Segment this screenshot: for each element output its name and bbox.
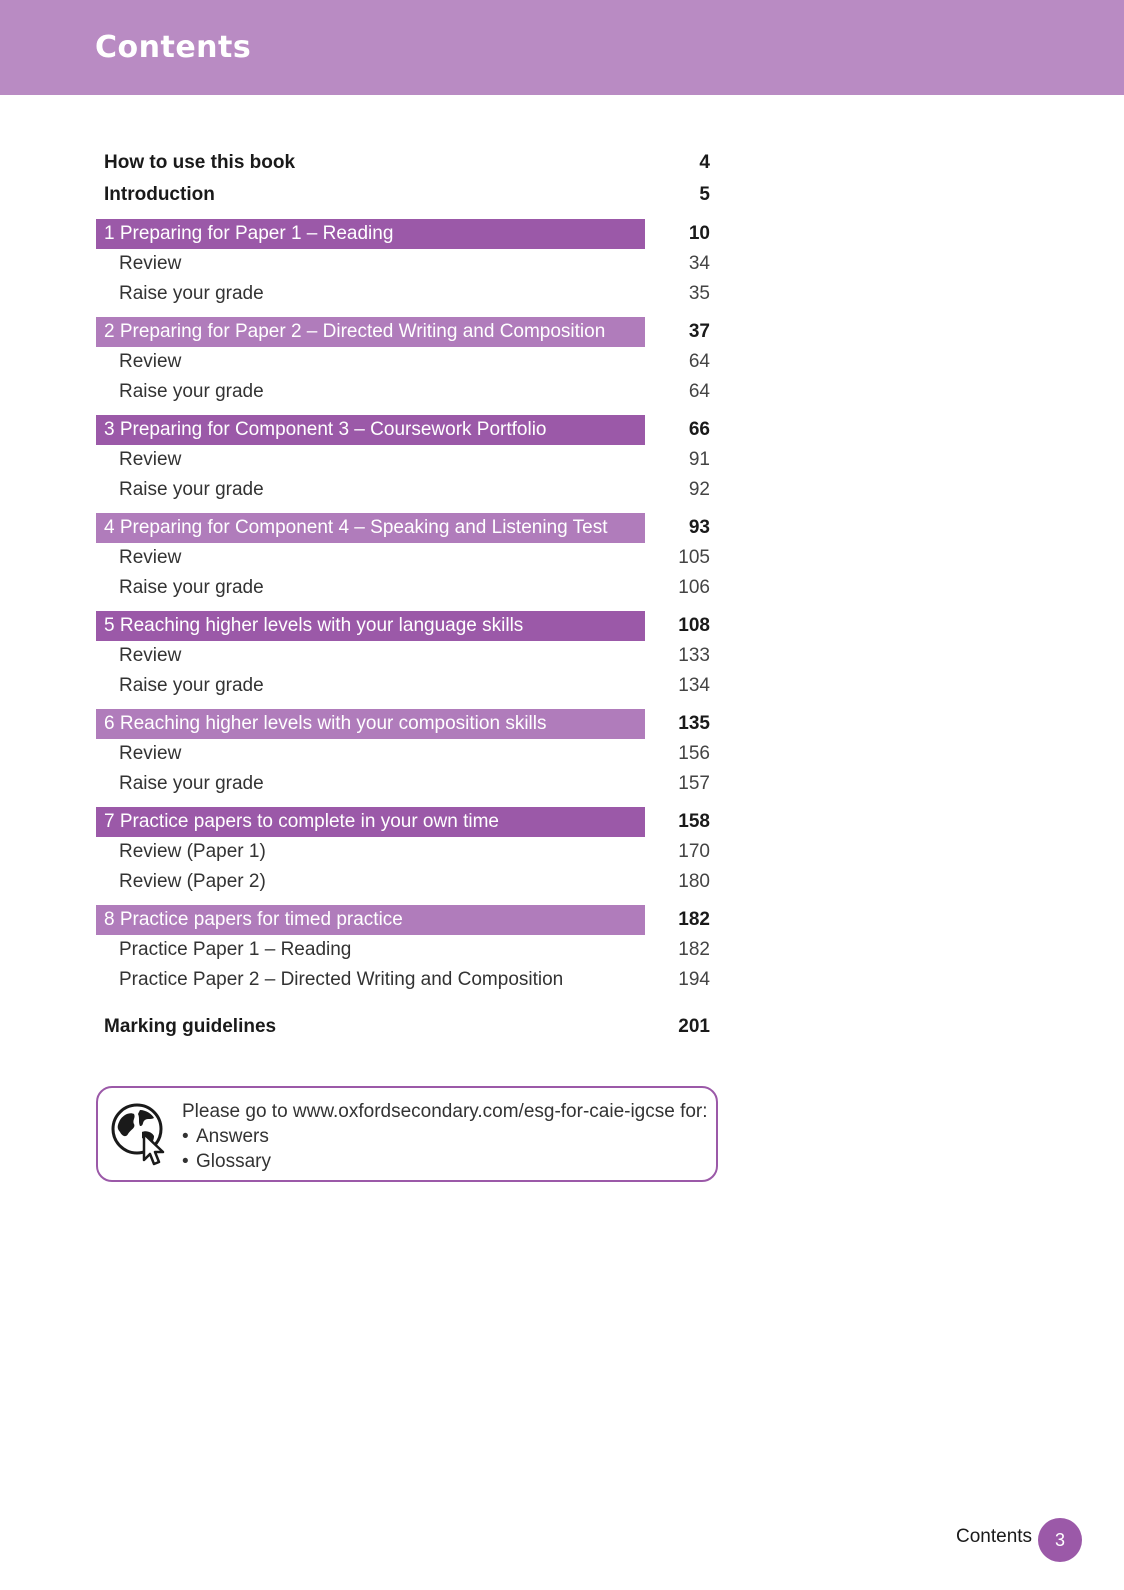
bullet-text: Glossary	[196, 1151, 271, 1172]
subentry-page: 106	[678, 577, 710, 598]
subentry-title: Review	[119, 645, 182, 666]
chapter-title: 2 Preparing for Paper 2 – Directed Writing and Composition	[104, 321, 606, 342]
toc-chapter-6[interactable]	[96, 709, 716, 739]
list-item: • Glossary	[182, 1151, 271, 1172]
toc-subentry[interactable]	[96, 279, 716, 309]
subentry-title: Review	[119, 351, 182, 372]
chapter-page: 66	[688, 419, 710, 440]
online-resources-box	[96, 1086, 718, 1182]
subentry-title: Review	[119, 449, 182, 470]
subentry-page: 156	[678, 743, 710, 764]
subentry-page: 64	[688, 381, 710, 402]
chapter-title: 8 Practice papers for timed practice	[104, 909, 403, 930]
toc-subentry[interactable]	[96, 573, 716, 603]
toc-chapter-8[interactable]	[96, 905, 716, 935]
page-number-badge: 3	[1038, 1518, 1082, 1562]
subentry-title: Practice Paper 2 – Directed Writing and Composition	[119, 969, 564, 990]
toc-subentry[interactable]	[96, 641, 716, 671]
subentry-page: 64	[688, 351, 710, 372]
toc-chapter-2[interactable]	[96, 317, 716, 347]
toc-subentry[interactable]	[96, 445, 716, 475]
subentry-page: 194	[678, 969, 710, 990]
subentry-title: Raise your grade	[119, 381, 264, 402]
subentry-title: Practice Paper 1 – Reading	[119, 939, 352, 960]
subentry-title: Raise your grade	[119, 773, 264, 794]
subentry-title: Raise your grade	[119, 577, 264, 598]
table-of-contents	[96, 147, 716, 1045]
chapter-title: 6 Reaching higher levels with your composition skills	[104, 713, 547, 734]
toc-subentry[interactable]	[96, 475, 716, 505]
toc-subentry[interactable]	[96, 935, 716, 965]
subentry-page: 92	[688, 479, 710, 500]
subentry-page: 180	[678, 871, 710, 892]
subentry-page: 35	[688, 283, 710, 304]
online-resources-text	[182, 1100, 708, 1174]
toc-entry-title: Marking guidelines	[104, 1016, 277, 1037]
bullet-text: Answers	[196, 1126, 269, 1147]
toc-entry-title: How to use this book	[104, 152, 296, 173]
toc-entry-page: 201	[678, 1016, 710, 1037]
subentry-page: 34	[688, 253, 710, 274]
list-item: • Answers	[182, 1126, 269, 1147]
page-title: Contents	[95, 30, 252, 65]
subentry-title: Review	[119, 547, 182, 568]
chapter-title: 3 Preparing for Component 3 – Coursework Portfolio	[104, 419, 547, 440]
toc-subentry[interactable]	[96, 377, 716, 407]
toc-entry-how-to-use[interactable]	[96, 147, 716, 179]
chapter-page: 93	[688, 517, 710, 538]
subentry-page: 182	[678, 939, 710, 960]
subentry-title: Review (Paper 2)	[119, 871, 266, 892]
toc-subentry[interactable]	[96, 671, 716, 701]
subentry-page: 105	[678, 547, 710, 568]
toc-subentry[interactable]	[96, 965, 716, 995]
chapter-page: 108	[678, 615, 710, 636]
toc-chapter-7[interactable]	[96, 807, 716, 837]
toc-chapter-1[interactable]	[96, 219, 716, 249]
subentry-page: 170	[678, 841, 710, 862]
subentry-title: Raise your grade	[119, 675, 264, 696]
toc-entry-title: Introduction	[104, 184, 215, 205]
subentry-page: 91	[688, 449, 710, 470]
subentry-title: Review	[119, 253, 182, 274]
chapter-page: 135	[678, 713, 710, 734]
toc-subentry[interactable]	[96, 739, 716, 769]
online-resources-link[interactable]: Please go to www.oxfordsecondary.com/esg-for-caie-igcse for:	[182, 1101, 708, 1122]
subentry-page: 133	[678, 645, 710, 666]
toc-chapter-4[interactable]	[96, 513, 716, 543]
toc-subentry[interactable]	[96, 249, 716, 279]
subentry-title: Review	[119, 743, 182, 764]
toc-subentry[interactable]	[96, 543, 716, 573]
chapter-title: 4 Preparing for Component 4 – Speaking and Listening Test	[104, 517, 608, 538]
subentry-page: 134	[678, 675, 710, 696]
toc-subentry[interactable]	[96, 867, 716, 897]
chapter-page: 10	[688, 223, 710, 244]
toc-entry-page: 5	[699, 184, 710, 205]
toc-chapter-5[interactable]	[96, 611, 716, 641]
globe-cursor-icon	[110, 1102, 170, 1166]
chapter-page: 158	[678, 811, 710, 832]
chapter-title: 7 Practice papers to complete in your own time	[104, 811, 499, 832]
subentry-title: Review (Paper 1)	[119, 841, 266, 862]
chapter-page: 37	[688, 321, 710, 342]
toc-entry-marking-guidelines[interactable]	[96, 1009, 716, 1045]
footer-section-label: Contents	[956, 1526, 1033, 1547]
toc-chapter-3[interactable]	[96, 415, 716, 445]
subentry-title: Raise your grade	[119, 479, 264, 500]
toc-subentry[interactable]	[96, 347, 716, 377]
header-banner	[0, 0, 1124, 95]
chapter-title: 1 Preparing for Paper 1 – Reading	[104, 223, 394, 244]
toc-subentry[interactable]	[96, 769, 716, 799]
chapter-title: 5 Reaching higher levels with your language skills	[104, 615, 524, 636]
toc-subentry[interactable]	[96, 837, 716, 867]
toc-entry-page: 4	[699, 152, 710, 173]
chapter-page: 182	[678, 909, 710, 930]
toc-entry-introduction[interactable]	[96, 179, 716, 211]
subentry-title: Raise your grade	[119, 283, 264, 304]
subentry-page: 157	[678, 773, 710, 794]
